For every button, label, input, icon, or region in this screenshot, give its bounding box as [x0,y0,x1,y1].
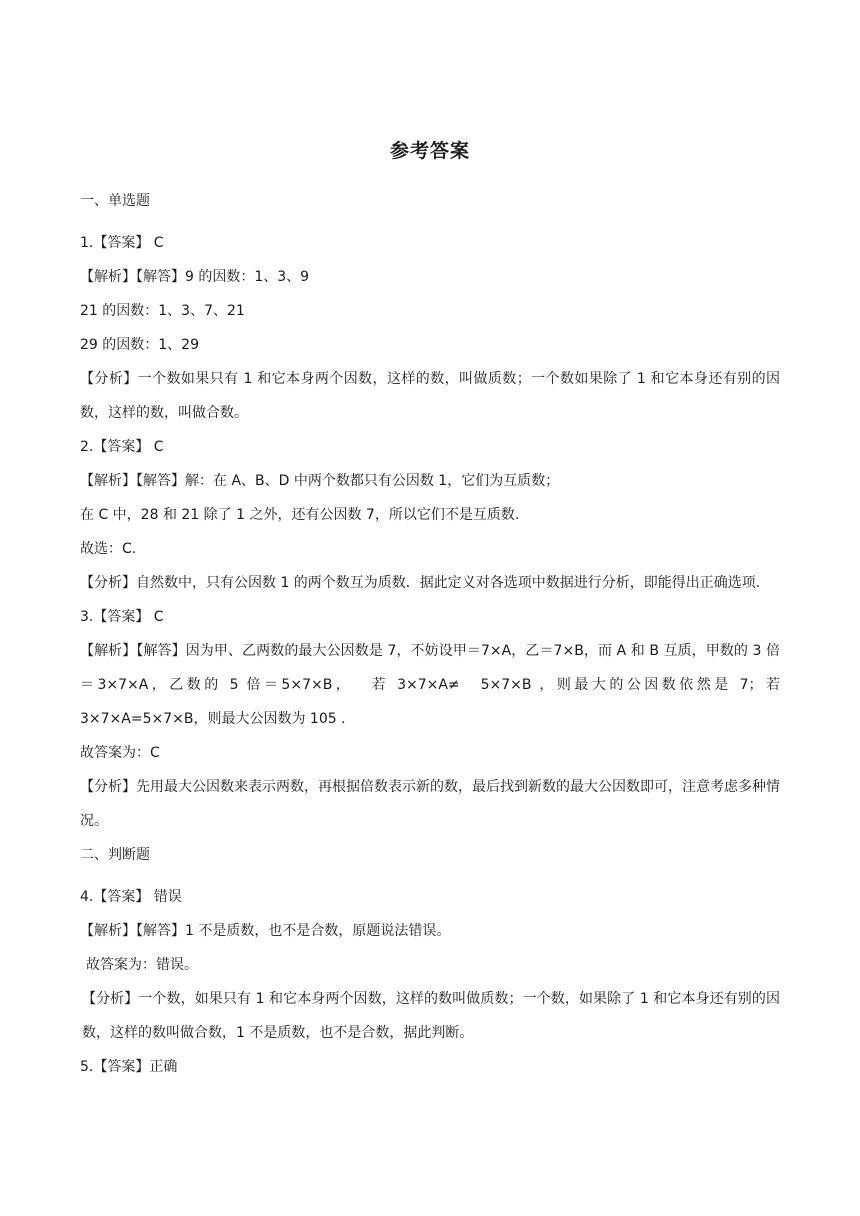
q1-analysis: 【分析】一个数如果只有 1 和它本身两个因数，这样的数，叫做质数；一个数如果除了 1 和它本身还有别的因数，这样的数，叫做合数。 [80,371,780,421]
q3-analysis: 【分析】先用最大公因数来表示两数，再根据倍数表示新的数，最后找到新数的最大公因数即可，注意考虑多种情况。 [80,779,780,829]
section-heading-single-choice: 一、单选题 [80,193,150,209]
q2-explain-line: 故选：C. [80,541,137,557]
page-title: 参考答案 [389,140,470,162]
q3-answer: 3.【答案】 C [80,609,164,625]
answer-content [80,184,780,1084]
q2-analysis: 【分析】自然数中，只有公因数 1 的两个数互为质数．据此定义对各选项中数据进行分析，即能得出正确选项. [80,575,761,591]
q1-explain-line: 【解析】【解答】9 的因数：1、3、9 [80,269,310,285]
q2-explain-line: 【解析】【解答】解：在 A、B、D 中两个数都只有公因数 1，它们为互质数； [80,473,560,489]
q4-explain: 【解析】【解答】1 不是质数，也不是合数，原题说法错误。 [80,923,451,939]
q5-answer: 5.【答案】正确 [80,1059,178,1075]
q4-answer: 4.【答案】 错误 [80,889,182,905]
q1-answer: 1.【答案】 C [80,235,164,251]
q2-explain-line: 在 C 中，28 和 21 除了 1 之外，还有公因数 7，所以它们不是互质数. [80,507,520,523]
q4-analysis: 【分析】一个数，如果只有 1 和它本身两个因数，这样的数叫做质数；一个数，如果除了 1 和它本身还有别的因数，这样的数叫做合数，1 不是质数，也不是合数，据此判断。 [82,991,780,1041]
q1-explain-line: 21 的因数：1、3、7、21 [80,303,245,319]
section-heading-true-false: 二、判断题 [80,847,150,863]
q2-answer: 2.【答案】 C [80,439,164,455]
q4-conclusion: 故答案为：错误。 [86,957,198,973]
q1-explain-line: 29 的因数：1、29 [80,337,199,353]
q3-explain: 【解析】【解答】因为甲、乙两数的最大公因数是 7，不妨设甲＝7×A，乙＝7×B，而 A 和 B 互质，甲数的 3 倍＝3×7×A，乙数的 5 倍＝5×7×B， 若 3×7×A≠ 5×7×B ，则最大的公因数依然是 7；若 3×7×A=5×7×B，则最大公因数为 105 . [80,643,780,727]
q3-conclusion: 故答案为：C [80,745,160,761]
